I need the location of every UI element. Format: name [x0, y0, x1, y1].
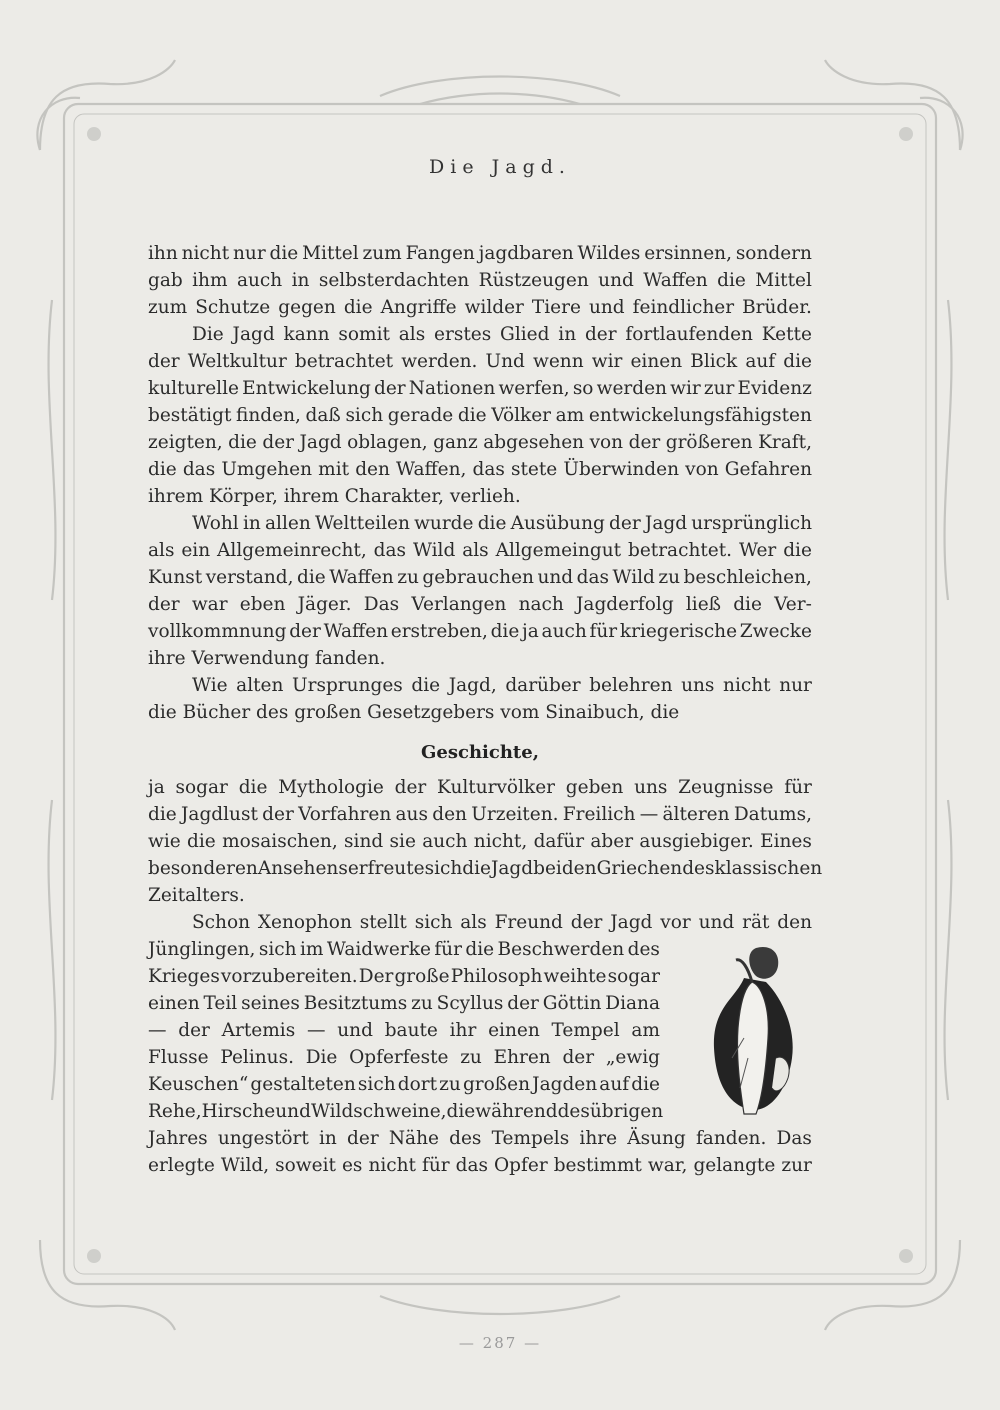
- text-line: die Bücher des großen Gesetzgebers vom Sinaibuch, die: [148, 702, 680, 723]
- text-line: gab ihm auch in selbsterdachten Rüstzeugen und Waffen die Mittel: [148, 270, 812, 291]
- text-line: Kunst verstand, die Waffen zu gebrauchen und das Wild zu beschleichen,: [148, 567, 812, 588]
- text-line: Flusse Pelinus. Die Opferfeste zu Ehren der „ewig: [148, 1047, 660, 1068]
- text-line: Keuschen“ gestalteten sich dort zu großen Jagden auf die: [148, 1074, 660, 1095]
- text-line: die Jagdlust der Vorfahren aus den Urzeiten. Freilich — älteren Datums,: [148, 804, 812, 825]
- text-line: Jünglingen, sich im Waidwerke für die Beschwerden des: [148, 939, 660, 960]
- text-line: zeigten, die der Jagd oblagen, ganz abgesehen von der größeren Kraft,: [148, 432, 812, 453]
- text-line: bestätigt finden, daß sich gerade die Völker am entwickelungsfähigsten: [148, 405, 812, 426]
- text-line: der war eben Jäger. Das Verlangen nach Jagderfolg ließ die Ver-: [148, 594, 812, 615]
- text-line: die das Umgehen mit den Waffen, das stete Überwinden von Gefahren: [148, 459, 812, 480]
- text-line: ihrem Körper, ihrem Charakter, verlieh.: [148, 486, 521, 507]
- section-heading: Geschichte,: [421, 742, 539, 763]
- text-line: Krieges vorzubereiten. Der große Philosoph weihte sogar: [148, 966, 660, 987]
- text-line: Zeitalters.: [148, 885, 245, 906]
- text-line: Wohl in allen Weltteilen wurde die Ausübung der Jagd ursprünglich: [192, 513, 812, 534]
- text-line: ihn nicht nur die Mittel zum Fangen jagdbaren Wildes ersinnen, sondern: [148, 243, 812, 264]
- text-line: einen Teil seines Besitztums zu Scyllus der Göttin Diana: [148, 993, 660, 1014]
- text-line: — der Artemis — und baute ihr einen Tempel am: [148, 1020, 660, 1041]
- text-line: wie die mosaischen, sind sie auch nicht, dafür aber ausgiebiger. Eines: [148, 831, 812, 852]
- text-line: zum Schutze gegen die Angriffe wilder Tiere und feindlicher Brüder.: [148, 297, 812, 318]
- artemis-illustration: [692, 938, 804, 1118]
- paragraph-group-a: [148, 240, 812, 726]
- text-line: der Weltkultur betrachtet werden. Und wenn wir einen Blick auf die: [148, 351, 812, 372]
- text-line: kulturelle Entwickelung der Nationen werfen, so werden wir zur Evidenz: [148, 378, 812, 399]
- text-line: Die Jagd kann somit als erstes Glied in der fortlaufenden Kette: [192, 324, 812, 345]
- text-line: Wie alten Ursprunges die Jagd, darüber belehren uns nicht nur: [192, 675, 812, 696]
- text-line: besonderen Ansehens erfreute sich die Jagd bei den Griechen des klassischen: [148, 858, 823, 879]
- text-line: vollkommnung der Waffen erstreben, die ja auch für kriegerische Zwecke: [148, 621, 812, 642]
- text-line: als ein Allgemeinrecht, das Wild als Allgemeingut betrachtet. Wer die: [148, 540, 812, 561]
- text-line: erlegte Wild, soweit es nicht für das Opfer bestimmt war, gelangte zur: [148, 1155, 812, 1176]
- text-line: Rehe, Hirsche und Wildschweine, die während des übrigen: [148, 1101, 664, 1122]
- running-head: Die Jagd.: [429, 156, 571, 178]
- text-line: Schon Xenophon stellt sich als Freund der Jagd vor und rät den: [192, 912, 812, 933]
- page-number: — 287 —: [458, 1334, 542, 1352]
- text-line: Jahres ungestört in der Nähe des Tempels ihre Äsung fanden. Das: [148, 1128, 812, 1149]
- text-line: ja sogar die Mythologie der Kulturvölker geben uns Zeugnisse für: [148, 777, 812, 798]
- text-line: ihre Verwendung fanden.: [148, 648, 386, 669]
